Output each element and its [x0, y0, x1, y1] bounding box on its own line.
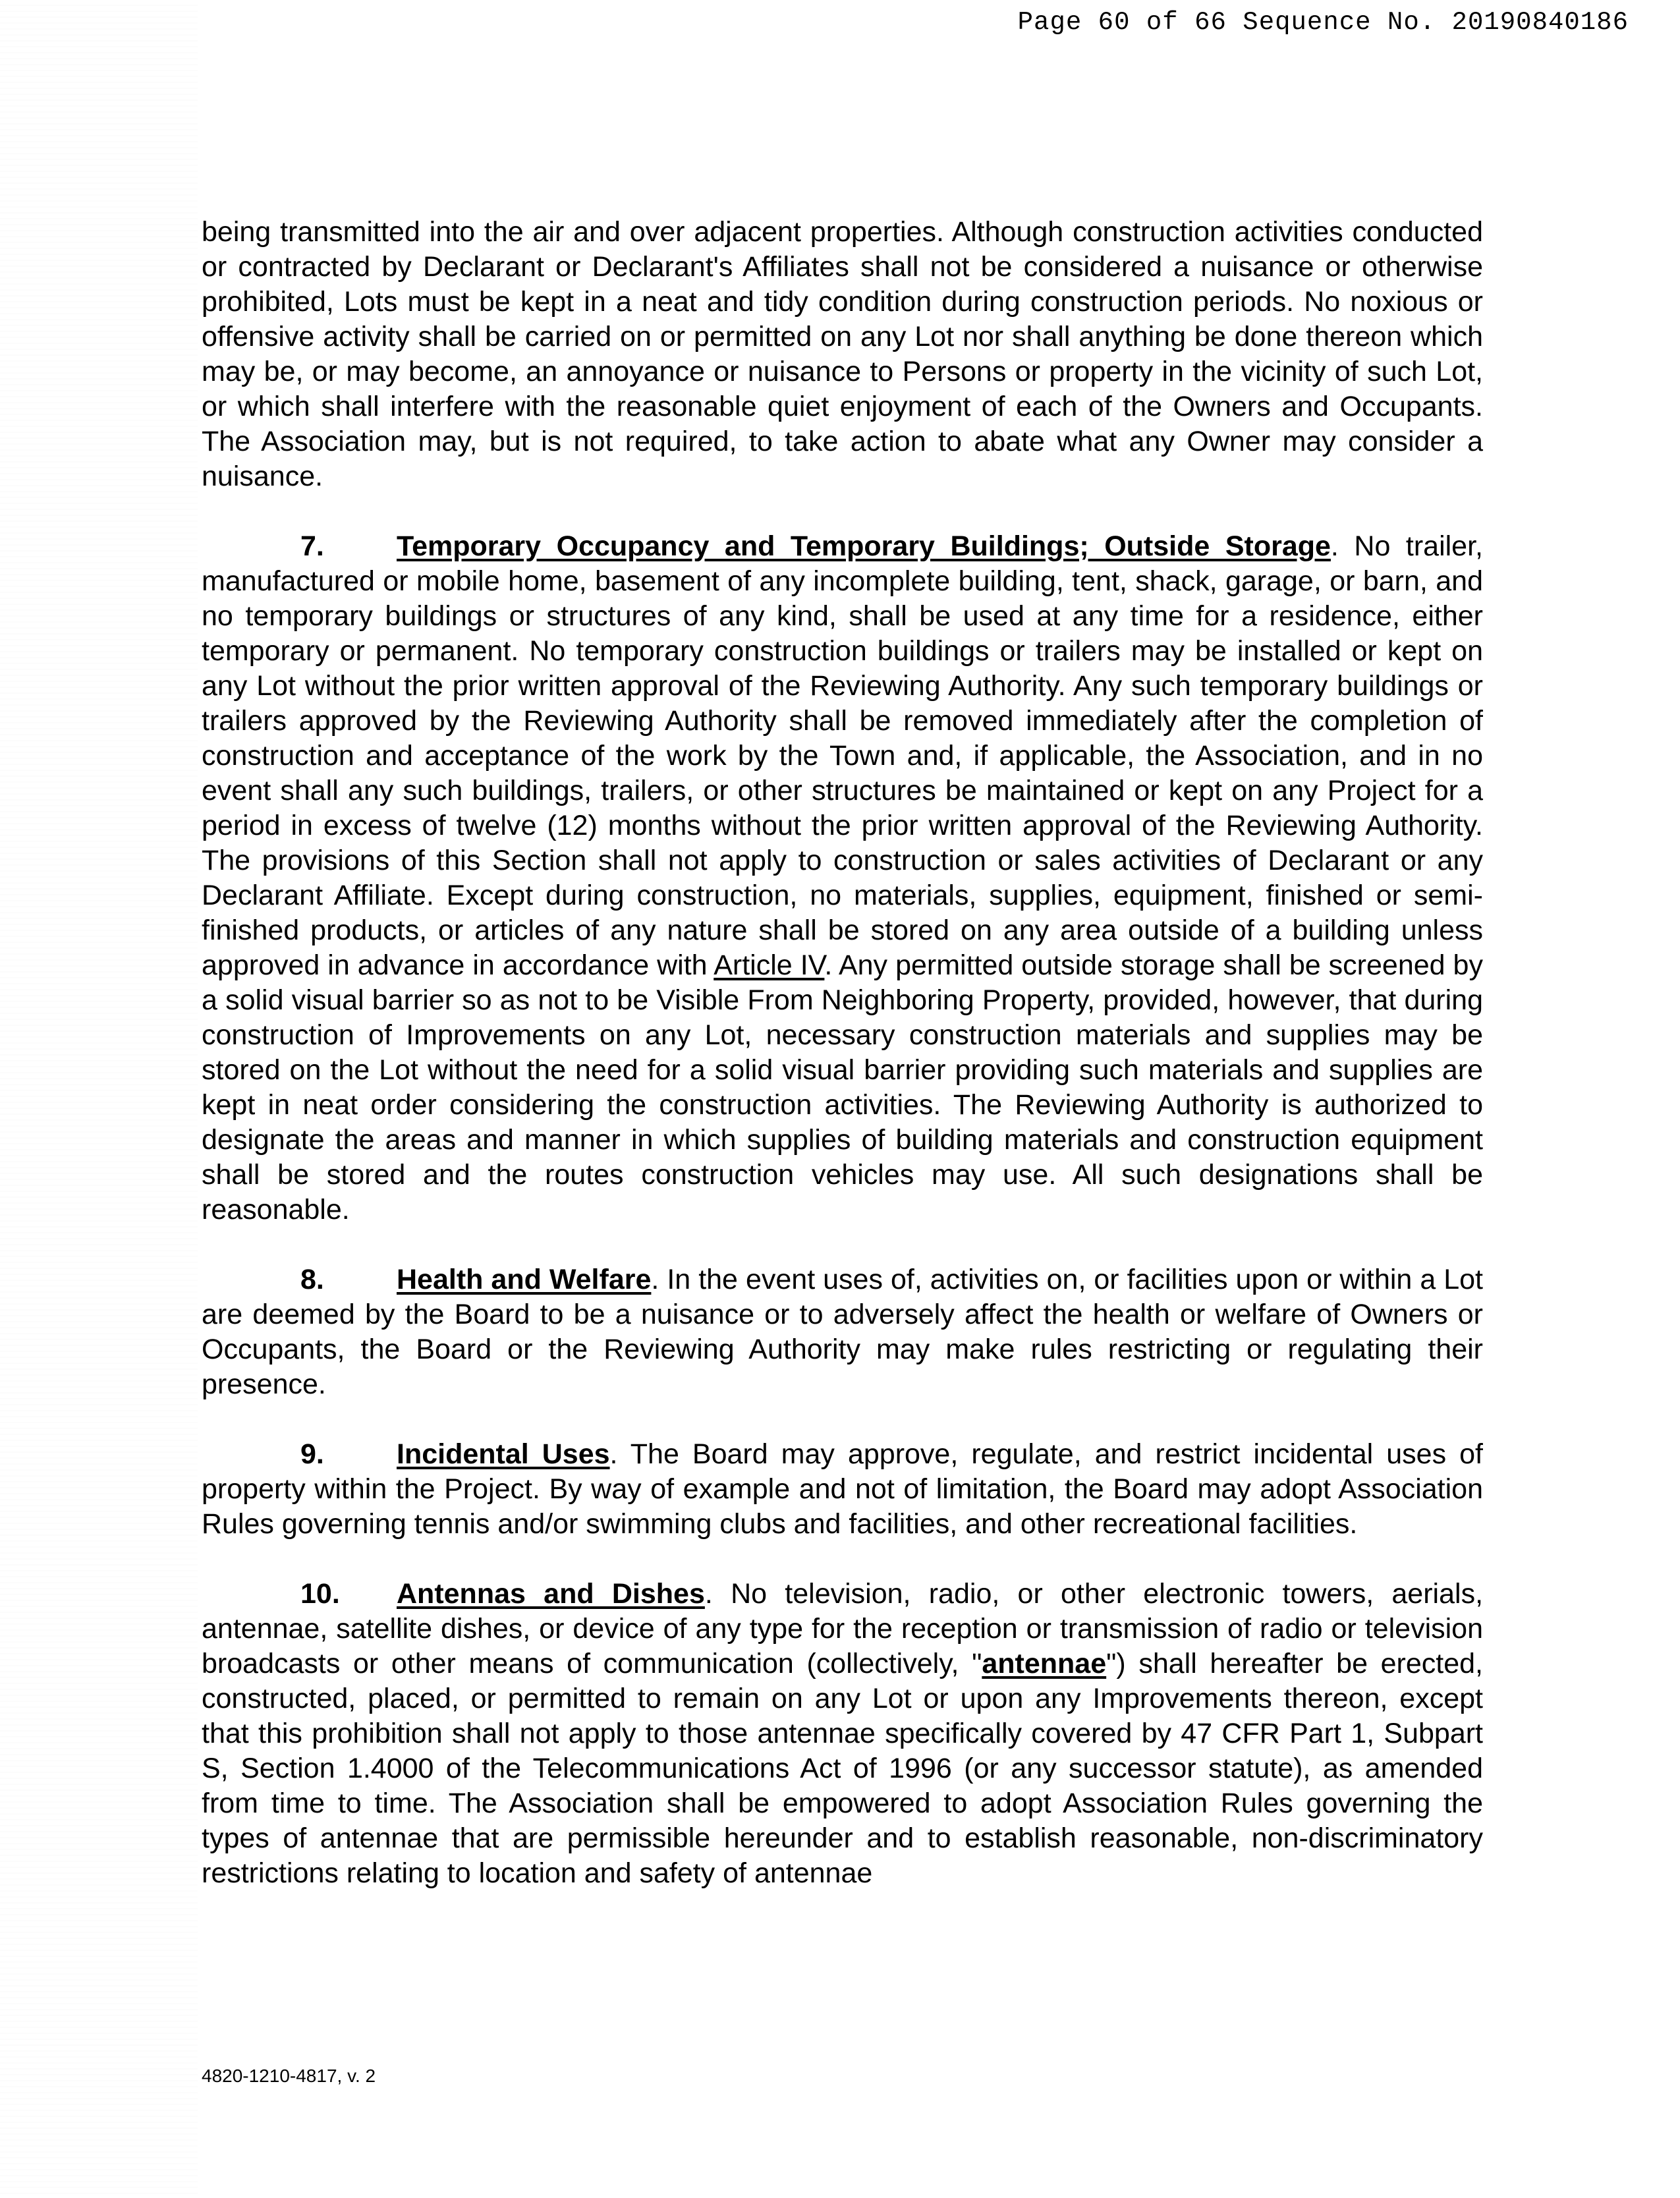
section-7-text-b: . Any permitted outside storage shall be screened by a solid visual barrier so as not to be Visible From Neighboring Property, provided, however, that during construction of Improvements on any Lot, necessary construction materials and supplies may be stored on the Lot without the need for a solid visual barrier providing such materials and supplies are kept in neat order considering the construction activities. The Reviewing Authority is authorized to designate the areas and manner in which supplies of building materials and construction equipment shall be stored and the routes construction vehicles may use. All such designations shall be reasonable. [202, 949, 1483, 1226]
section-8-number: 8. [300, 1264, 324, 1295]
section-8-title: Health and Welfare [397, 1264, 652, 1295]
article-iv-reference: Article IV [714, 949, 825, 981]
section-9-text: . The Board may approve, regulate, and restrict incidental uses of property within the Project. By way of example and not of limitation, the Board may adopt Association Rules governing tennis and/or swimming clubs and facilities, and other recreational facilities. [202, 1438, 1483, 1540]
document-body [202, 215, 1483, 1926]
section-9-number: 9. [300, 1438, 324, 1470]
section-8 [202, 1262, 1483, 1402]
section-7-text-a: . No trailer, manufactured or mobile home, basement of any incomplete building, tent, shack, garage, or barn, and no temporary buildings or structures of any kind, shall be used at any time for a residence, either temporary or permanent. No temporary construction buildings or trailers may be installed or kept on any Lot without the prior written approval of the Reviewing Authority. Any such temporary buildings or trailers approved by the Reviewing Authority shall be removed immediately after the completion of construction and acceptance of the work by the Town and, if applicable, the Association, and in no event shall any such buildings, trailers, or other structures be maintained or kept on any Project for a period in excess of twelve (12) months without the prior written approval of the Reviewing Authority. The provisions of this Section shall not apply to construction or sales activities of Declarant or any Declarant Affiliate. Except during construction, no materials, supplies, equipment, finished or semi-finished products, or articles of any nature shall be stored on any area outside of a building unless approved in advance in accordance with [202, 530, 1483, 981]
section-7-number: 7. [300, 530, 324, 562]
section-8-text: . In the event uses of, activities on, or facilities upon or within a Lot are deemed by the Board to be a nuisance or to adversely affect the health or welfare of Owners or Occupants, the Board or the Reviewing Authority may make rules restricting or regulating their presence. [202, 1264, 1484, 1400]
section-10-number: 10. [300, 1578, 340, 1610]
page-sequence-header: Page 60 of 66 Sequence No. 20190840186 [1017, 8, 1629, 37]
section-9-title: Incidental Uses [397, 1438, 610, 1470]
section-10-title: Antennas and Dishes [397, 1578, 705, 1610]
scan-margin-noise [0, 0, 198, 2198]
document-id-footer: 4820-1210-4817, v. 2 [202, 2066, 376, 2086]
paragraph-continued: being transmitted into the air and over adjacent properties. Although construction activities conducted or contracted by Declarant or Declarant's Affiliates shall not be considered a nuisance or otherwise prohibited, Lots must be kept in a neat and tidy condition during construction periods. No noxious or offensive activity shall be carried on or permitted on any Lot nor shall anything be done thereon which may be, or may become, an annoyance or nuisance to Persons or property in the vicinity of such Lot, or which shall interfere with the reasonable quiet enjoyment of each of the Owners and Occupants. The Association may, but is not required, to take action to abate what any Owner may consider a nuisance. [202, 216, 1483, 492]
section-9 [202, 1437, 1483, 1542]
section-7 [202, 529, 1483, 1227]
section-7-title: Temporary Occupancy and Temporary Buildings; Outside Storage [397, 530, 1331, 562]
section-10-text-a: . No television, radio, or other electronic towers, aerials, antennae, satellite dishes, or device of any type for the reception or transmission of radio or television broadcasts or other means of communication (collectively, " [202, 1578, 1484, 1679]
antennae-defined-term: antennae [982, 1648, 1107, 1679]
section-10-text-b: ") shall hereafter be erected, constructed, placed, or permitted to remain on any Lot or upon any Improvements thereon, except that this prohibition shall not apply to those antennae specifically covered by 47 CFR Part 1, Subpart S, Section 1.4000 of the Telecommunications Act of 1996 (or any successor statute), as amended from time to time. The Association shall be empowered to adopt Association Rules governing the types of antennae that are permissible hereunder and to establish reasonable, non-discriminatory restrictions relating to location and safety of antennae [202, 1648, 1483, 1889]
section-10 [202, 1577, 1483, 1891]
